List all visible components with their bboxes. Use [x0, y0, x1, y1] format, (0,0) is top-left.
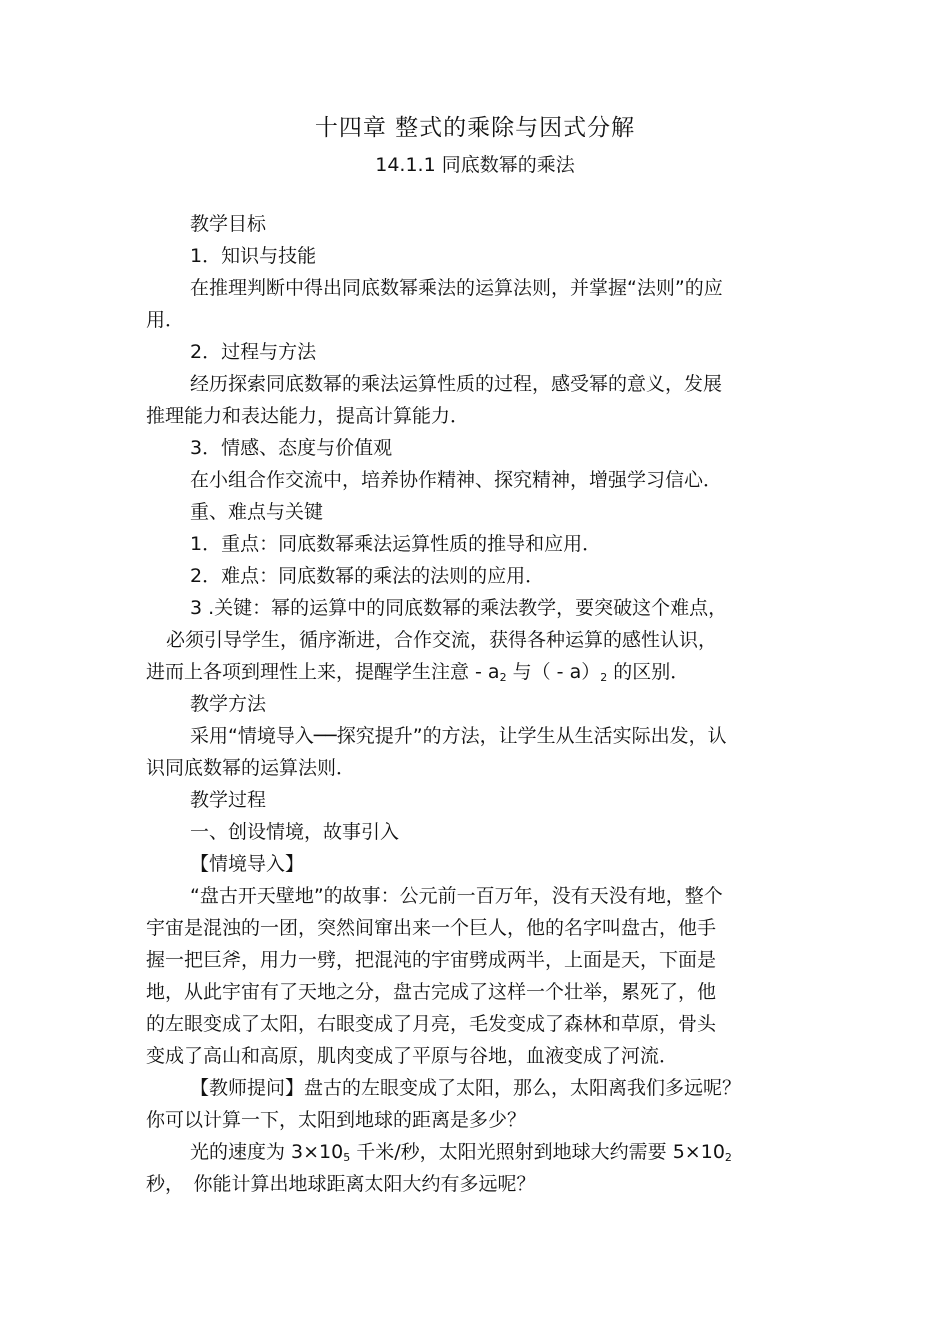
subheading-scenario: 一、创设情境，故事引入 [190, 821, 400, 843]
paragraph-line: 握一把巨斧，用力一劈，把混沌的宇宙劈成两半，上面是天，下面是 [146, 949, 717, 971]
paragraph-line: 宇宙是混浊的一团，突然间窜出来一个巨人，他的名字叫盘古，他手 [146, 917, 717, 939]
chapter-title: 十四章 整式的乘除与因式分解 [314, 115, 636, 141]
heading-teaching-method: 教学方法 [190, 693, 267, 715]
section-title: 14.1.1 同底数幂的乘法 [375, 154, 575, 176]
paragraph-line: 必须引导学生，循序渐进，合作交流，获得各种运算的感性认识， [166, 629, 718, 651]
heading-teaching-process: 教学过程 [190, 789, 267, 811]
paragraph-line: 经历探索同底数幂的乘法运算性质的过程，感受幂的意义，发展 [190, 373, 723, 395]
paragraph-line: 推理能力和表达能力，提高计算能力． [146, 405, 470, 427]
subheading-scenario-intro: 【情境导入】 [190, 853, 305, 875]
subheading-knowledge: 1．知识与技能 [190, 245, 317, 267]
paragraph-line: 的左眼变成了太阳，右眼变成了月亮，毛发变成了森林和草原，骨头 [146, 1013, 717, 1035]
paragraph-line: 进而上各项到理性上来，提醒学生注意 - $a_2$ 与（ - $a)_2$ 的区别． [146, 661, 690, 684]
paragraph-line: 3 .关键：幂的运算中的同底数幂的乘法教学，要突破这个难点， [190, 597, 728, 619]
subheading-attitude: 3．情感、态度与价值观 [190, 437, 393, 459]
paragraph-line: 变成了高山和高原，肌肉变成了平原与谷地，血液变成了河流． [146, 1045, 679, 1067]
paragraph-line: “盘古开天壁地”的故事：公元前一百万年，没有天没有地，整个 [190, 885, 723, 907]
paragraph-line: 在推理判断中得出同底数幂乘法的运算法则，并掌握“法则”的应 [190, 277, 723, 299]
paragraph-line: 秒， 你能计算出地球距离太阳大约有多远呢？ [146, 1173, 536, 1195]
heading-key-points: 重、难点与关键 [190, 501, 324, 523]
paragraph-line: 在小组合作交流中，培养协作精神、探究精神，增强学习信心． [190, 469, 723, 491]
paragraph-line: 用． [146, 309, 185, 331]
paragraph-line: 光的速度为 $3\times 10_5$ 千米/秒，太阳光照射到地球大约需要 $5\times 10_2$ [190, 1141, 732, 1164]
paragraph-line: 识同底数幂的运算法则． [146, 757, 356, 779]
paragraph-line: 【教师提问】盘古的左眼变成了太阳，那么，太阳离我们多远呢？ [190, 1077, 742, 1099]
paragraph-line: 2．难点：同底数幂的乘法的法则的应用． [190, 565, 545, 587]
heading-teaching-goals: 教学目标 [190, 213, 267, 235]
paragraph-line: 你可以计算一下，太阳到地球的距离是多少？ [146, 1109, 527, 1131]
paragraph-line: 采用“情境导入──探究提升”的方法，让学生从生活实际出发，认 [190, 725, 727, 747]
paragraph-line: 1．重点：同底数幂乘法运算性质的推导和应用． [190, 533, 602, 555]
paragraph-line: 地，从此宇宙有了天地之分，盘古完成了这样一个壮举，累死了，他 [146, 981, 717, 1003]
subheading-process: 2．过程与方法 [190, 341, 317, 363]
